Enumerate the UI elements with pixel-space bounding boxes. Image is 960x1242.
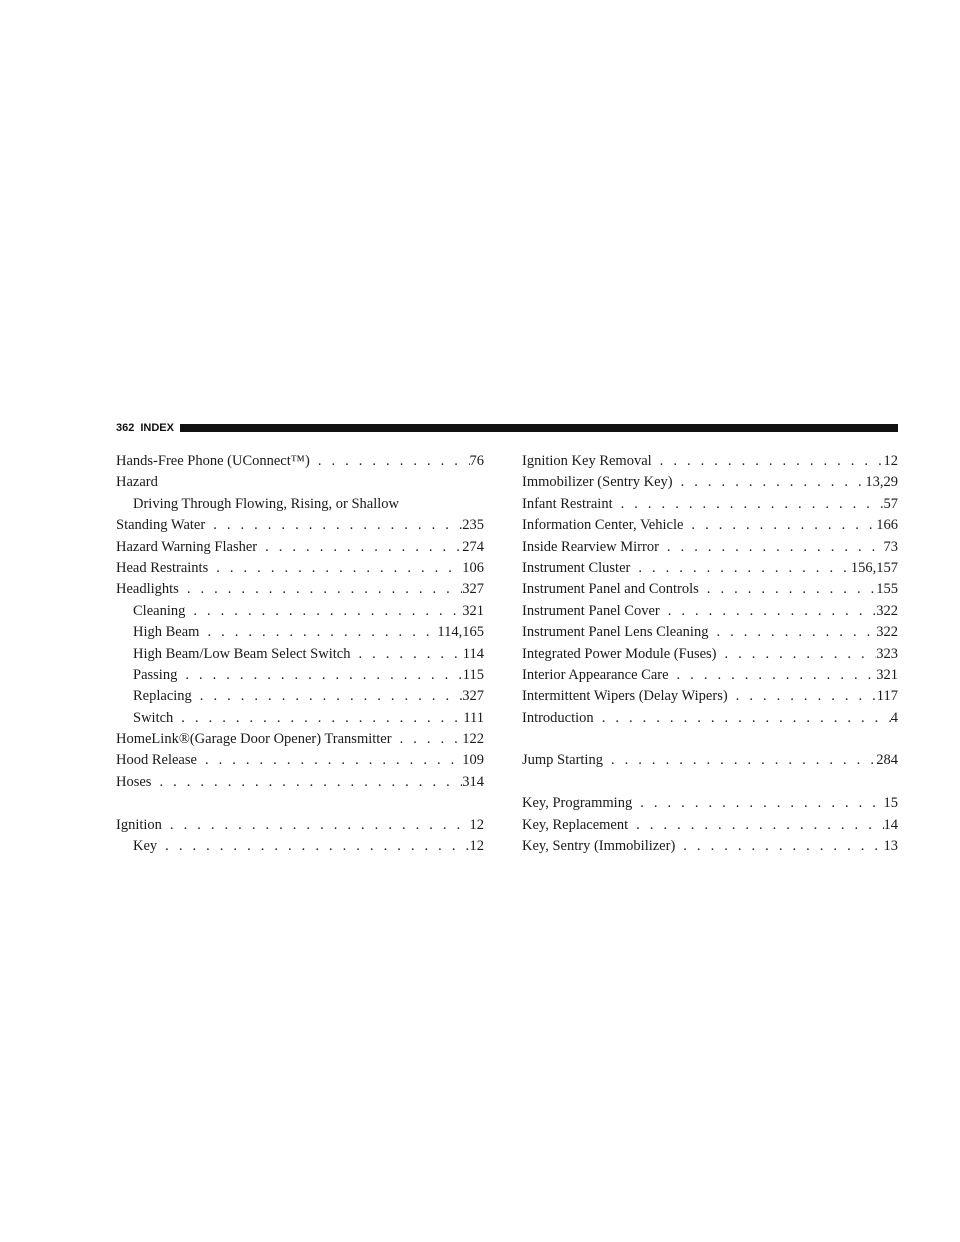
- index-entry-standing-water: Standing Water . . . 235: [116, 515, 484, 536]
- index-entry-infant-restraint: Infant Restraint . . . 57: [522, 494, 898, 515]
- index-entry-immobilizer: Immobilizer (Sentry Key) . . . 13,29: [522, 472, 898, 493]
- index-entry-hood-release: Hood Release . . . 109: [116, 750, 484, 771]
- letter-gap: [116, 793, 484, 814]
- index-entry-hands-free-phone: Hands-Free Phone (UConnect™) . . . 76: [116, 451, 484, 472]
- index-subentry-passing: Passing . . . 115: [116, 665, 484, 686]
- index-subentry-high-beam: High Beam . . . 114,165: [116, 622, 484, 643]
- index-entry-homelink: HomeLink®(Garage Door Opener) Transmitter . . . 122: [116, 729, 484, 750]
- index-entry-head-restraints: Head Restraints . . . 106: [116, 558, 484, 579]
- index-entry-instrument-panel-cover: Instrument Panel Cover . . . 322: [522, 601, 898, 622]
- index-subentry-high-low-beam-switch: High Beam/Low Beam Select Switch . . . 114: [116, 644, 484, 665]
- letter-gap: [522, 772, 898, 793]
- index-entry-interior-appearance-care: Interior Appearance Care . . . 321: [522, 665, 898, 686]
- index-entry-instrument-panel-controls: Instrument Panel and Controls . . . 155: [522, 579, 898, 600]
- index-entry-key-replacement: Key, Replacement . . . 14: [522, 815, 898, 836]
- index-entry-hazard: Hazard: [116, 474, 158, 491]
- index-column-right: [522, 451, 898, 857]
- index-entry-key-sentry: Key, Sentry (Immobilizer) . . . 13: [522, 836, 898, 857]
- index-entry-ignition-key-removal: Ignition Key Removal . . . 12: [522, 451, 898, 472]
- index-entry-key-programming: Key, Programming . . . 15: [522, 793, 898, 814]
- index-entry-hoses: Hoses . . . 314: [116, 772, 484, 793]
- index-entry-intermittent-wipers: Intermittent Wipers (Delay Wipers) . . . 117: [522, 686, 898, 707]
- index-entry-jump-starting: Jump Starting . . . 284: [522, 750, 898, 771]
- index-entry-headlights: Headlights . . . 327: [116, 579, 484, 600]
- index-entry-ignition: Ignition . . . 12: [116, 815, 484, 836]
- index-entry-hazard-warning-flasher: Hazard Warning Flasher . . . 274: [116, 537, 484, 558]
- index-entry-introduction: Introduction . . . 4: [522, 708, 898, 729]
- index-subentry-driving-through-water: Driving Through Flowing, Rising, or Shallow: [133, 495, 399, 512]
- index-entry-information-center: Information Center, Vehicle . . . 166: [522, 515, 898, 536]
- page-number: 362: [116, 422, 135, 434]
- section-title: INDEX: [140, 422, 174, 434]
- index-subentry-replacing: Replacing . . . 327: [116, 686, 484, 707]
- index-entry-inside-rearview-mirror: Inside Rearview Mirror . . . 73: [522, 537, 898, 558]
- index-entry-integrated-power-module: Integrated Power Module (Fuses) . . . 323: [522, 644, 898, 665]
- index-column-left: [116, 451, 484, 857]
- page-header: [116, 420, 898, 436]
- index-subentry-key: Key . . . 12: [116, 836, 484, 857]
- index-entry-instrument-cluster: Instrument Cluster . . . 156,157: [522, 558, 898, 579]
- letter-gap: [522, 729, 898, 750]
- index-subentry-cleaning: Cleaning . . . 321: [116, 601, 484, 622]
- index-subentry-switch: Switch . . . 111: [116, 708, 484, 729]
- index-entry-instrument-panel-lens-cleaning: Instrument Panel Lens Cleaning . . . 322: [522, 622, 898, 643]
- header-rule: [180, 424, 898, 432]
